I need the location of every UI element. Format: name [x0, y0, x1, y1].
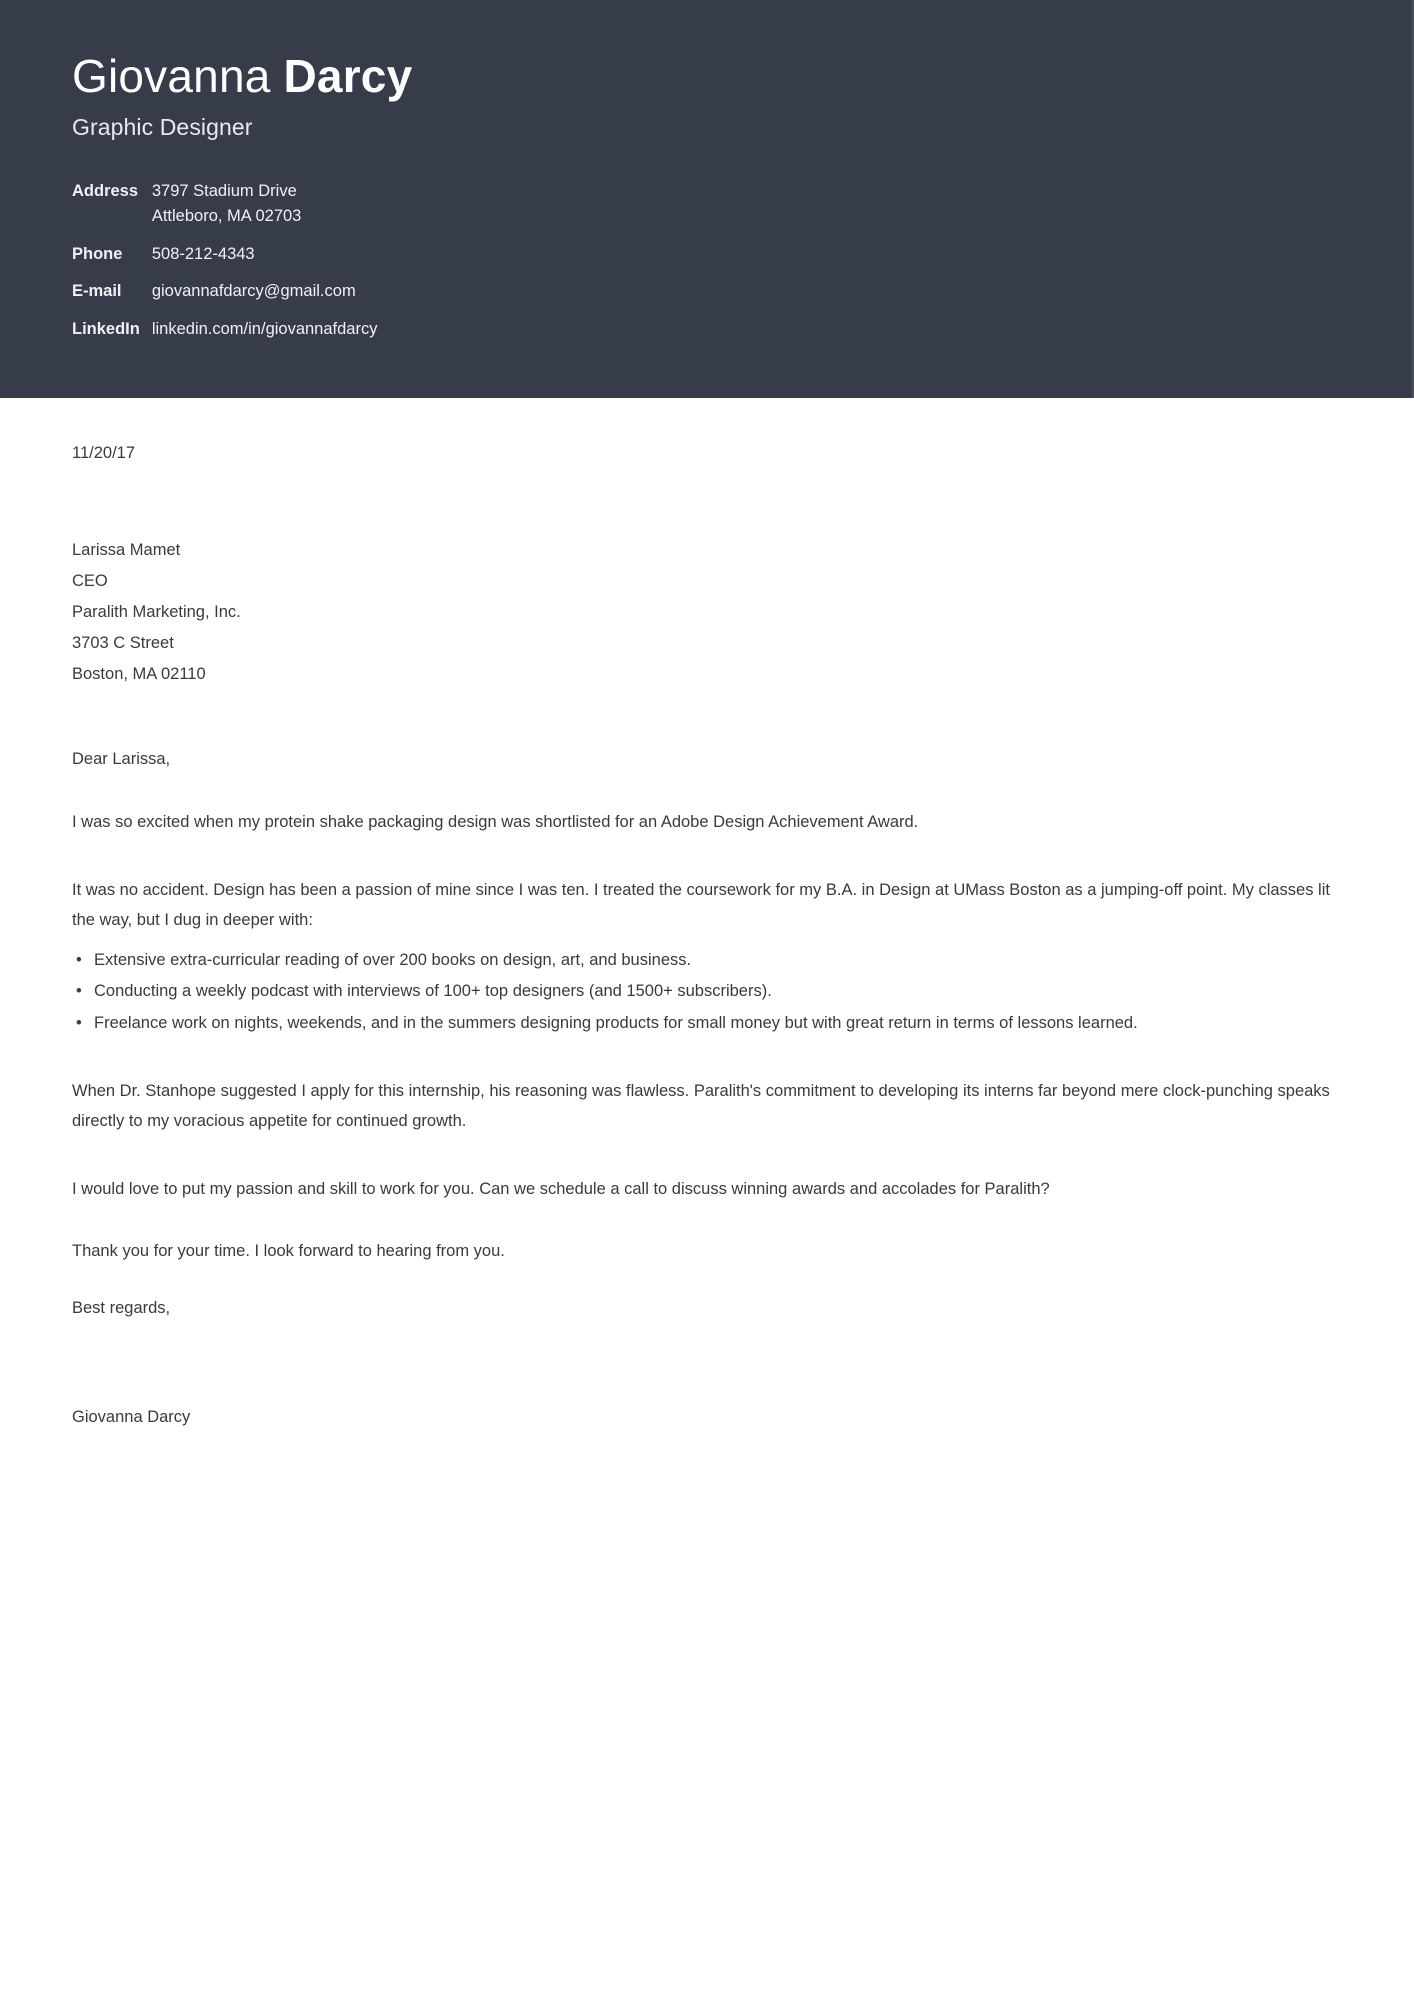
- contact-label-phone: Phone: [72, 244, 123, 263]
- letter-salutation: Dear Larissa,: [72, 749, 171, 768]
- candidate-last-name: Darcy: [283, 50, 413, 102]
- letter-paragraph-1: I was so excited when my protein shake packaging design was shortlisted for an Adobe Design Achievement Award.: [72, 812, 919, 831]
- list-item: • Conducting a weekly podcast with interviews of 100+ top designers (and 1500+ subscribers).: [72, 976, 1342, 1006]
- letterhead-inner: [72, 52, 1022, 354]
- candidate-name: [72, 52, 1022, 102]
- contact-row-email: [72, 279, 377, 317]
- letterhead-header: [0, 0, 1414, 398]
- contact-row-phone: [72, 242, 377, 280]
- recipient-street: 3703 C Street: [72, 634, 174, 653]
- list-item: • Freelance work on nights, weekends, and in the summers designing products for small money but with great return in terms of lessons learned.: [72, 1008, 1342, 1038]
- letter-paragraph-4: I would love to put my passion and skill to work for you. Can we schedule a call to discuss winning awards and accolades for Paralith?: [72, 1180, 1050, 1199]
- list-item: • Extensive extra-curricular reading of over 200 books on design, art, and business.: [72, 945, 1342, 975]
- contact-label-address: Address: [72, 181, 139, 200]
- candidate-first-name: Giovanna: [72, 50, 271, 102]
- candidate-job-title: Graphic Designer: [72, 113, 253, 140]
- contact-address-line2: Attleboro, MA 02703: [151, 207, 302, 226]
- recipient-name: Larissa Mamet: [72, 541, 181, 560]
- recipient-block: [72, 535, 1342, 689]
- recipient-company: Paralith Marketing, Inc.: [72, 603, 241, 622]
- contact-label-email: E-mail: [72, 282, 122, 301]
- letter-date: 11/20/17: [72, 444, 136, 463]
- letter-paragraph-2: It was no accident. Design has been a passion of mine since I was ten. I treated the coursework for my B.A. in Design at UMass Boston as a jumping-off point. My classes lit the way, but I dug in deeper with:: [72, 880, 1330, 930]
- letter-signature-name: Giovanna Darcy: [72, 1408, 191, 1427]
- letter-paragraph-5: Thank you for your time. I look forward to hearing from you.: [72, 1242, 505, 1261]
- contact-value-phone[interactable]: 508-212-4343: [151, 244, 255, 263]
- contact-address-line1: 3797 Stadium Drive: [151, 181, 297, 200]
- contact-value-linkedin[interactable]: linkedin.com/in/giovannafdarcy: [151, 319, 378, 338]
- contact-value-address: [152, 179, 378, 242]
- contact-row-linkedin: [72, 317, 377, 355]
- contact-label-linkedin: LinkedIn: [72, 319, 140, 338]
- letter-bullet-list: [72, 945, 1342, 1038]
- letter-body: [0, 398, 1414, 1507]
- recipient-title: CEO: [72, 572, 108, 591]
- contact-row-address: [72, 179, 377, 242]
- contact-value-email[interactable]: giovannafdarcy@gmail.com: [151, 282, 356, 301]
- letter-signoff: Best regards,: [72, 1299, 171, 1318]
- letter-paragraph-3: When Dr. Stanhope suggested I apply for this internship, his reasoning was flawless. Paralith's commitment to developing its interns far beyond mere clock-punching speaks directly to my voracious appetite for continued growth.: [72, 1081, 1330, 1131]
- contact-details: [72, 179, 377, 355]
- recipient-city-state-zip: Boston, MA 02110: [72, 664, 206, 683]
